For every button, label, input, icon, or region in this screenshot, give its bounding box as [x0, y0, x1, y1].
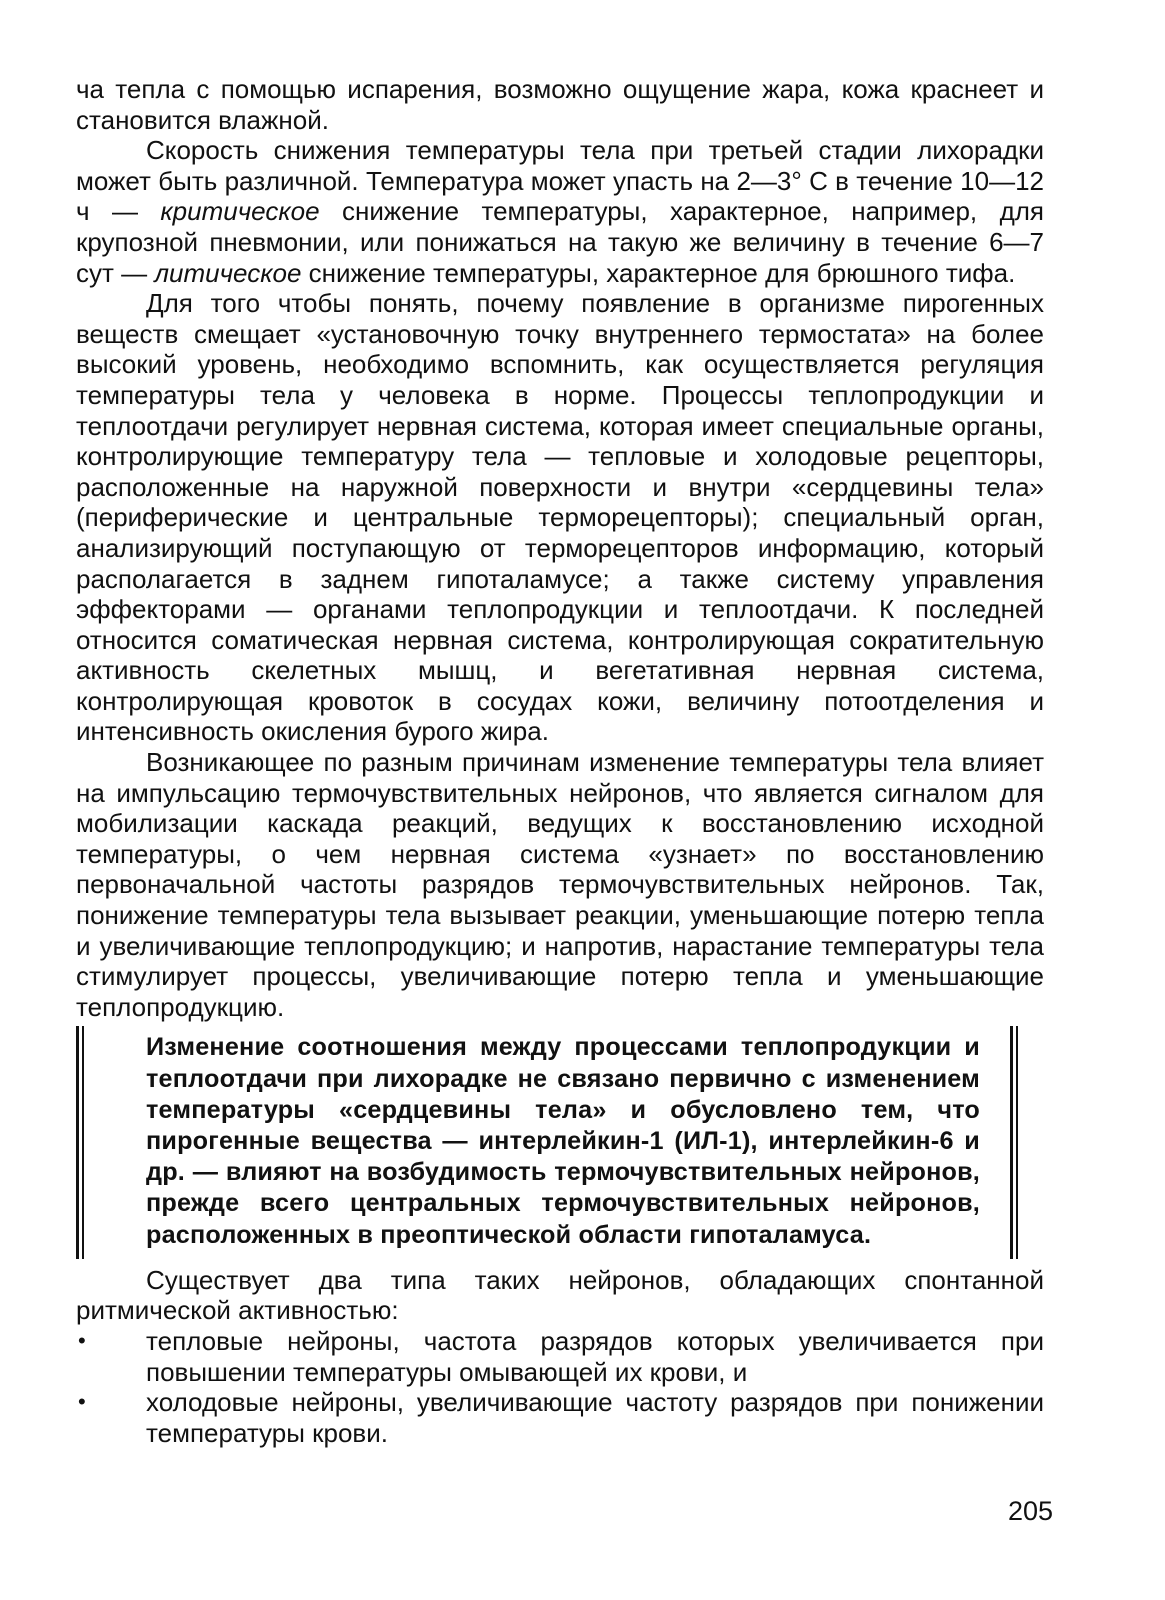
highlight-right-bar	[1010, 1026, 1018, 1258]
term-lytic: литическое	[154, 257, 302, 288]
paragraph-1: ча тепла с помощью испарения, возможно ощущение жара, кожа краснеет и становится влажной.	[76, 74, 1044, 135]
list-item	[76, 1387, 1044, 1448]
paragraph-3: Для того чтобы понять, почему появление в организме пирогенных веществ смещает «установочную точку внутреннего термостата» на более высокий уровень, необходимо вспомнить, как осуществляется регуляция температуры тела у человека в норме. Процессы теплопродукции и теплоотдачи регулирует нервная система, которая имеет специальные органы, контролирующие температуру тела — тепловые и холодовые рецепторы, расположенные на наружной поверхности и внутри «сердцевины тела» (периферические и центральные терморецепторы); специальный орган, анализирующий поступающую от терморецепторов информацию, который располагается в заднем гипоталамусе; а также систему управления эффекторами — органами теплопродукции и теплоотдачи. К последней относится соматическая нервная система, контролирующая сократительную активность скелетных мышц, и вегетативная нервная система, контролирующая кровоток в сосудах кожи, величину потоотделения и интенсивность окисления бурого жира.	[76, 288, 1044, 747]
page-body	[76, 74, 1044, 1448]
bullet-icon: •	[78, 1328, 86, 1354]
list-item-text: тепловые нейроны, частота разрядов которых увеличивается при повышении температуры омывающей их крови, и	[146, 1326, 1044, 1387]
list-item	[76, 1326, 1044, 1387]
bullet-list	[76, 1326, 1044, 1448]
paragraph-2	[76, 135, 1044, 288]
paragraph-5: Существует два типа таких нейронов, обладающих спонтанной ритмической активностью:	[76, 1264, 1044, 1326]
bullet-icon: •	[78, 1389, 86, 1415]
paragraph-2-part-a: Скорость снижения температуры тела при третьей стадии лихорадки может быть различной. Температура может упасть на 2—3° С в течение 10—12 ч —	[76, 135, 1044, 227]
highlight-text: Изменение соотношения между процессами теплопродукции и теплоотдачи при лихорадке не связано первично с изменением температуры «сердцевины тела» и обусловлено тем, что пирогенные вещества — интерлейкин-1 (ИЛ-1), интерлейкин-6 и др. — влияют на возбудимость термочувствительных нейронов, прежде всего центральных термочувствительных нейронов, расположенных в преоптической области гипоталамуса.	[146, 1033, 980, 1249]
highlight-left-bar	[76, 1026, 84, 1258]
highlight-box	[76, 1026, 1044, 1258]
paragraph-2-part-b: снижение температуры, характерное, например, для крупозной пневмонии, или понижаться на такую же величину в течение 6—7 сут —	[76, 196, 1044, 288]
paragraph-2-part-c: снижение температуры, характерное для брюшного тифа.	[301, 257, 1016, 288]
page-number: 205	[1007, 1496, 1053, 1526]
term-critical: критическое	[160, 196, 320, 227]
paragraph-4: Возникающее по разным причинам изменение температуры тела влияет на импульсацию термочувствительных нейронов, что является сигналом для мобилизации каскада реакций, ведущих к восстановлению исходной температуры, о чем нервная система «узнает» по восстановлению первоначальной частоты разрядов термочувствительных нейронов. Так, понижение температуры тела вызывает реакции, уменьшающие потерю тепла и увеличивающие теплопродукцию; и напротив, нарастание температуры тела стимулирует процессы, увеличивающие потерю тепла и уменьшающие теплопродукцию.	[76, 747, 1044, 1022]
list-item-text: холодовые нейроны, увеличивающие частоту разрядов при понижении температуры крови.	[146, 1387, 1044, 1448]
